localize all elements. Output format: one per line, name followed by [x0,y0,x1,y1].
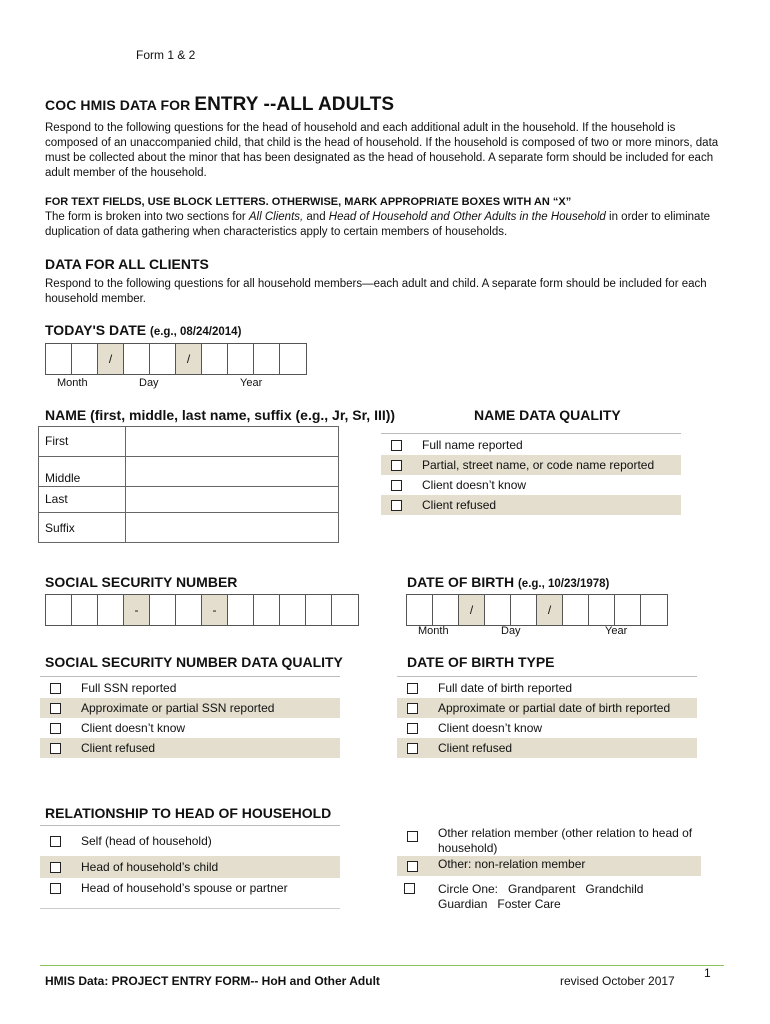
middle-name-field[interactable] [126,457,339,487]
checkbox[interactable] [50,683,61,694]
option-label: Client refused [438,741,513,755]
dob-digit-cell[interactable] [433,595,459,625]
dob-type-options [397,676,697,758]
instructions-text-2: and [303,211,329,223]
checkbox[interactable] [50,743,61,754]
checkbox[interactable] [391,440,402,451]
intro-paragraph: Respond to the following questions for the head of household and each additional adult in the household. If the household is composed of an unaccompanied child, that child is the head of household. If the household is composed of two or more minors, data must be collected about the minor that has been designated as the head of household. A separate form should be included for each adult member of the household. [45,122,719,179]
footer-title: HMIS Data: PROJECT ENTRY FORM-- HoH and Other Adult [45,974,380,988]
relationship-left-options [40,825,340,909]
todays-date-example: (e.g., 08/24/2014) [149,326,242,338]
relationship-option[interactable] [397,826,701,856]
dob-label: DATE OF BIRTH [407,574,515,590]
form-title [45,94,394,116]
circle-one-group [438,882,643,912]
last-name-field[interactable] [126,487,339,513]
checkbox[interactable] [407,831,418,842]
page-number: 1 [704,966,711,980]
checkbox[interactable] [50,862,61,873]
name-quality-option[interactable] [381,495,681,515]
suffix-field[interactable] [126,513,339,543]
ssn-quality-option[interactable] [40,738,340,758]
checkbox[interactable] [407,703,418,714]
todays-date-digit-cell[interactable] [46,344,72,374]
dob-digit-cell[interactable] [511,595,537,625]
dob-type-option[interactable] [397,738,697,758]
dob-separator: / [537,595,563,625]
checkbox[interactable] [50,836,61,847]
dob-example: (e.g., 10/23/1978) [517,578,610,590]
checkbox[interactable] [391,480,402,491]
dob-year-label: Year [605,625,628,637]
ssn-digit-cell[interactable] [72,595,98,625]
relationship-option[interactable] [397,882,701,912]
option-label: Client doesn’t know [422,478,527,492]
dob-digit-cell[interactable] [407,595,433,625]
todays-date-digit-cell[interactable] [124,344,150,374]
option-label: Approximate or partial date of birth reported [438,701,671,715]
instructions-text-1: The form is broken into two sections for [45,211,249,223]
first-name-label: First [39,427,126,457]
checkbox[interactable] [50,703,61,714]
ssn-digit-cell[interactable] [306,595,332,625]
checkbox[interactable] [407,683,418,694]
dob-digit-cell[interactable] [563,595,589,625]
todays-date-separator: / [176,344,202,374]
instructions-all-clients: All Clients, [248,211,304,223]
dob-day-label: Day [501,625,521,637]
relationship-option[interactable] [397,856,701,876]
dob-month-label: Month [418,625,449,637]
ssn-digit-cell[interactable] [46,595,72,625]
option-label: Self (head of household) [81,834,212,848]
ssn-heading: SOCIAL SECURITY NUMBER [45,574,238,590]
todays-date-digit-cell[interactable] [280,344,306,374]
dob-heading [407,574,609,590]
todays-date-label: TODAY'S DATE [45,322,147,338]
option-label: Full date of birth reported [438,681,573,695]
dob-type-option[interactable] [397,678,697,698]
circle-one-line-2: Guardian Foster Care [438,897,561,911]
suffix-label: Suffix [39,513,126,543]
todays-date-digit-cell[interactable] [202,344,228,374]
ssn-separator: - [124,595,150,625]
todays-date-year-label: Year [240,377,263,389]
option-label: Partial, street name, or code name reported [422,458,655,472]
name-heading: NAME (first, middle, last name, suffix (e.g., Jr, Sr, III)) [45,407,396,423]
todays-date-month-label: Month [57,377,88,389]
dob-type-option[interactable] [397,698,697,718]
name-quality-option[interactable] [381,475,681,495]
dob-digit-cell[interactable] [641,595,667,625]
dob-digit-cell[interactable] [615,595,641,625]
ssn-digit-cell[interactable] [228,595,254,625]
ssn-digit-cell[interactable] [150,595,176,625]
checkbox[interactable] [407,723,418,734]
relationship-option[interactable] [40,856,340,878]
relationship-heading: RELATIONSHIP TO HEAD OF HOUSEHOLD [45,805,332,821]
dob-digit-cell[interactable] [589,595,615,625]
first-name-field[interactable] [126,427,339,457]
relationship-option[interactable] [40,826,340,856]
todays-date-digit-cell[interactable] [150,344,176,374]
dob-type-option[interactable] [397,718,697,738]
checkbox[interactable] [50,723,61,734]
title-main: ENTRY --ALL ADULTS [194,94,395,115]
name-quality-option[interactable] [381,435,681,455]
ssn-quality-option[interactable] [40,698,340,718]
option-label: Other: non-relation member [438,857,586,871]
dob-boxes[interactable] [406,594,668,626]
ssn-digit-cell[interactable] [332,595,358,625]
option-label: Client refused [81,741,156,755]
option-label: Head of household’s child [81,860,219,874]
checkbox[interactable] [50,883,61,894]
dob-type-heading: DATE OF BIRTH TYPE [407,654,555,670]
ssn-digit-cell[interactable] [280,595,306,625]
relationship-option[interactable] [40,878,340,898]
all-clients-description: Respond to the following questions for all household members—each adult and child. A separate form should be included for each household member. [45,278,707,305]
instructions-hoh: Head of Household and Other Adults in the Household [328,211,606,223]
ssn-quality-options [40,676,340,758]
todays-date-digit-cell[interactable] [228,344,254,374]
todays-date-digit-cell[interactable] [72,344,98,374]
todays-date-day-label: Day [139,377,159,389]
todays-date-heading [45,322,241,338]
last-name-label: Last [39,487,126,513]
footer-revised: revised October 2017 [560,974,675,988]
todays-date-boxes[interactable] [45,343,307,375]
all-clients-heading: DATA FOR ALL CLIENTS [45,256,209,272]
circle-one-line-1: Circle One: Grandparent Grandchild [438,882,644,896]
option-label: Full SSN reported [81,681,177,695]
relationship-right-options [397,826,701,912]
ssn-quality-option[interactable] [40,678,340,698]
ssn-digit-cell[interactable] [176,595,202,625]
todays-date-separator: / [98,344,124,374]
ssn-boxes[interactable] [45,594,359,626]
name-quality-heading: NAME DATA QUALITY [474,407,621,423]
checkbox[interactable] [391,500,402,511]
checkbox[interactable] [407,861,418,872]
option-label: Head of household’s spouse or partner [81,881,288,895]
checkbox[interactable] [407,743,418,754]
middle-name-label: Middle [39,457,126,487]
option-label: Client doesn’t know [438,721,543,735]
ssn-digit-cell[interactable] [254,595,280,625]
title-prefix: COC HMIS DATA FOR [45,97,195,113]
instructions-text-3: in order to eliminate duplication of data gathering when characteristics apply to certain members of households. [45,211,711,238]
instructions-heading: FOR TEXT FIELDS, USE BLOCK LETTERS. OTHERWISE, MARK APPROPRIATE BOXES WITH AN “X” [45,196,572,208]
option-label: Client doesn’t know [81,721,186,735]
name-table [38,426,339,543]
option-label: Full name reported [422,438,523,452]
ssn-quality-heading: SOCIAL SECURITY NUMBER DATA QUALITY [45,654,343,670]
checkbox[interactable] [404,883,415,894]
form-label: Form 1 & 2 [136,48,196,62]
ssn-quality-option[interactable] [40,718,340,738]
name-quality-option[interactable] [381,455,681,475]
name-quality-options [381,433,681,515]
dob-separator: / [459,595,485,625]
footer-rule [40,965,724,966]
option-label: Client refused [422,498,497,512]
dob-digit-cell[interactable] [485,595,511,625]
instructions-paragraph [45,210,725,240]
ssn-separator: - [202,595,228,625]
ssn-digit-cell[interactable] [98,595,124,625]
checkbox[interactable] [391,460,402,471]
todays-date-digit-cell[interactable] [254,344,280,374]
option-label: Approximate or partial SSN reported [81,701,275,715]
option-label: Other relation member (other relation to head of household) [438,826,693,855]
